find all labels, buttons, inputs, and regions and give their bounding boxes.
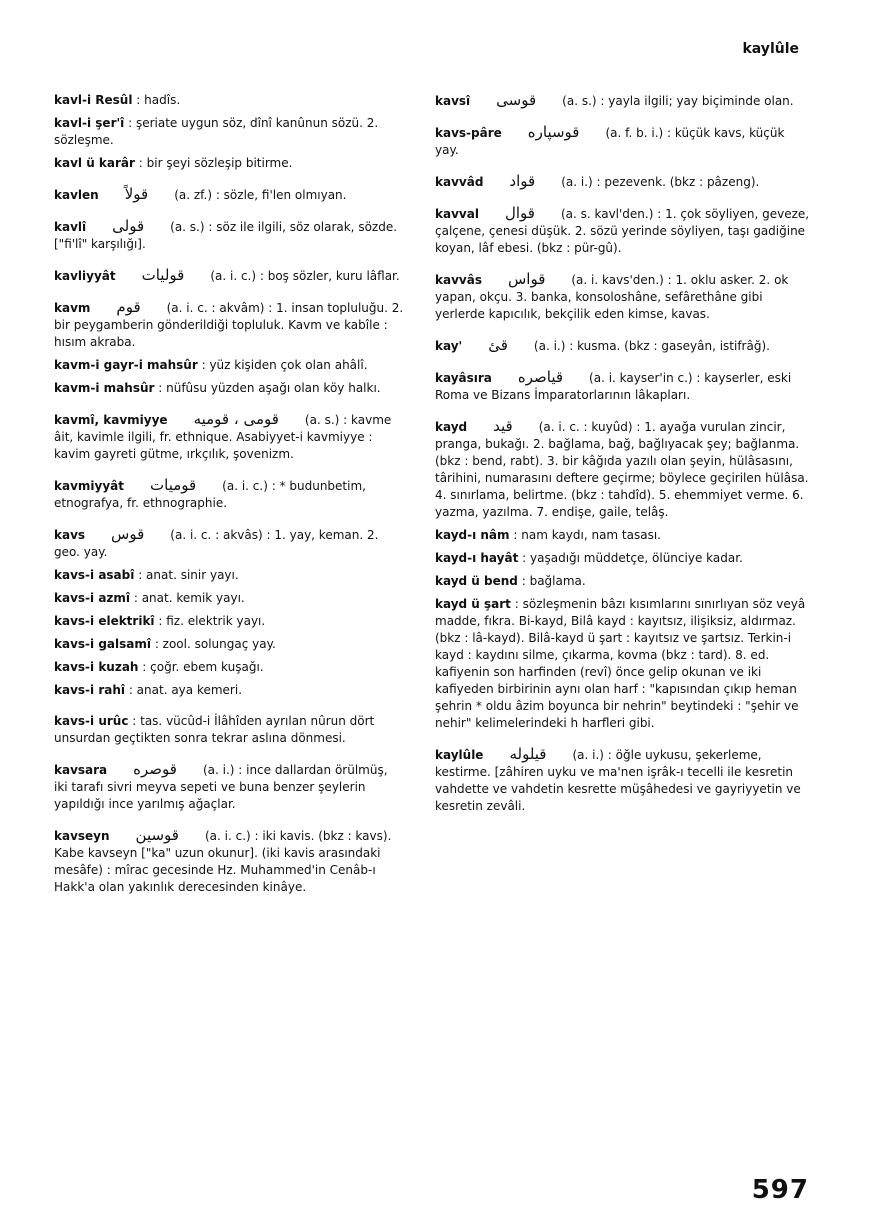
dictionary-entry (54, 761, 404, 813)
headword: kavlen (54, 188, 99, 202)
headword: kavm (54, 301, 91, 315)
definition: (a. i. c.) : boş sözler, kuru lâflar. (210, 269, 400, 283)
arabic-script: قولاً (124, 185, 149, 203)
arabic-script: قوسى (496, 91, 537, 109)
headword: kavl-i şer'î (54, 116, 125, 130)
headword: kavm-i mahsûr (54, 381, 155, 395)
dictionary-entry (54, 218, 404, 253)
dictionary-entry (54, 613, 404, 630)
headword: kavl ü karâr (54, 156, 135, 170)
headword: kayd-ı nâm (435, 528, 510, 542)
headword: kavs-i rahî (54, 683, 125, 697)
definition: : şeriate uygun söz, dînî kanûnun sözü. 2. sözleşme. (54, 116, 379, 147)
definition: : nam kaydı, nam tasası. (513, 528, 661, 542)
headword: kavl-i Resûl (54, 93, 133, 107)
definition: (a. i.) : kusma. (bkz : gaseyân, istifrâğ). (533, 339, 770, 353)
arabic-script: قئ (488, 336, 508, 354)
dictionary-entry (54, 357, 404, 374)
headword: kavlî (54, 220, 87, 234)
definition: : hadîs. (136, 93, 181, 107)
dictionary-entry (54, 380, 404, 397)
arabic-script: قوم (116, 298, 141, 316)
headword: kayâsıra (435, 371, 492, 385)
arabic-script: قوميات (150, 476, 197, 494)
dictionary-entry (435, 271, 810, 323)
headword: kayd-ı hayât (435, 551, 519, 565)
definition: : çoğr. ebem kuşağı. (142, 660, 264, 674)
arabic-script: قوسين (135, 826, 179, 844)
dictionary-entry (54, 526, 404, 561)
headword: kavs-pâre (435, 126, 502, 140)
dictionary-entry (435, 573, 810, 590)
dictionary-entry (54, 590, 404, 607)
running-header: kaylûle (742, 41, 799, 57)
dictionary-entry (54, 115, 404, 149)
headword: kavsî (435, 94, 471, 108)
headword: kavvâs (435, 273, 482, 287)
definition: (a. i. c.) : iki kavis. (bkz : kavs). Kabe kavseyn ["ka" uzun okunur]. (iki kavis arasındaki mesâfe) : mîrac gecesinde Hz. Muhammed'in Cenâb-ı Hakk'a olan yakınlık derecesinden kinâye. (54, 829, 392, 894)
dictionary-entry (54, 567, 404, 584)
dictionary-entry (54, 477, 404, 512)
arabic-script: قيد (493, 417, 513, 435)
page-number: 597 (751, 1175, 809, 1205)
definition: (a. s.) : söz ile ilgili, söz olarak, sözde. ["fi'lî" karşılığı]. (54, 220, 398, 251)
definition: (a. zf.) : sözle, fi'len olmıyan. (174, 188, 347, 202)
dictionary-entry (54, 267, 404, 285)
dictionary-entry (435, 337, 810, 355)
headword: kavmiyyât (54, 479, 124, 493)
headword: kayd (435, 420, 468, 434)
arabic-script: قومى ، قوميه (193, 410, 279, 428)
headword: kavs (54, 528, 86, 542)
dictionary-entry (435, 550, 810, 567)
dictionary-entry (435, 418, 810, 521)
arabic-script: قوسپاره (527, 123, 580, 141)
headword: kavval (435, 207, 479, 221)
definition: : yüz kişiden çok olan ahâlî. (201, 358, 368, 372)
headword: kayd ü şart (435, 597, 511, 611)
definition: (a. i. c. : akvâm) : 1. insan topluluğu. 2. bir peygamberin gönderildiği topluluk. Kavm ve kabîle : hısım akraba. (54, 301, 404, 349)
dictionary-entry (54, 92, 404, 109)
definition: : bir şeyi sözleşip bitirme. (138, 156, 293, 170)
dictionary-entry (435, 92, 810, 110)
definition: : zool. solungaç yay. (154, 637, 276, 651)
definition: (a. i.) : pezevenk. (bkz : pâzeng). (561, 175, 760, 189)
dictionary-entry (435, 173, 810, 191)
arabic-script: قيلوله (509, 745, 547, 763)
left-column (54, 92, 404, 902)
dictionary-entry (54, 713, 404, 747)
dictionary-entry (54, 155, 404, 172)
dictionary-entry (435, 527, 810, 544)
dictionary-entry (54, 299, 404, 351)
definition: : bağlama. (521, 574, 586, 588)
headword: kavsara (54, 763, 108, 777)
headword: kavs-i urûc (54, 714, 129, 728)
headword: kay' (435, 339, 463, 353)
headword: kavmî, kavmiyye (54, 413, 168, 427)
dictionary-entry (54, 186, 404, 204)
arabic-script: قياصره (517, 368, 564, 386)
headword: kayd ü bend (435, 574, 518, 588)
headword: kavm-i gayr-i mahsûr (54, 358, 198, 372)
definition: (a. s. kavl'den.) : 1. çok söyliyen, geveze, çalçene, çenesi düşük. 2. sözü yerinde söyliyen, taşı gadiğine koyan, lâf ebesi. (bkz : pür-gû). (435, 207, 810, 255)
dictionary-entry (54, 636, 404, 653)
dictionary-entry (54, 659, 404, 676)
definition: : anat. aya kemeri. (128, 683, 243, 697)
definition: : sözleşmenin bâzı kısımlarını sınırlıyan söz veyâ madde, fıkra. Bi-kayd, Bilâ kayd : kayıtsız, ilişiksiz, aldırmaz. (bkz : lâ-kayd). Bilâ-kayd ü şart : kayıtsız ve şartsız. Terkin-i kayd : kaydını silme, çıkarma, kovma (bkz : tard). 8. ed. kafiyenin son harfinden (revî) önce gelip okunan ve iki kafiyeden birbirinin aynı olan harf : "kapısından çıkıp heman şehrin * oldu âzim boyunca bir nehrin" beytindeki : "şehir ve nehir" kelimelerindeki h harfleri gibi. (435, 597, 806, 730)
arabic-script: قوال (504, 204, 535, 222)
definition: (a. f. b. i.) : küçük kavs, küçük yay. (435, 126, 785, 157)
headword: kavs-i kuzah (54, 660, 139, 674)
arabic-script: قواد (509, 172, 536, 190)
definition: : fiz. elektrik yayı. (158, 614, 266, 628)
definition: : nüfûsu yüzden aşağı olan köy halkı. (158, 381, 381, 395)
definition: : yaşadığı müddetçe, ölünciye kadar. (522, 551, 743, 565)
definition: (a. s.) : yayla ilgili; yay biçiminde olan. (562, 94, 794, 108)
headword: kavs-i asabî (54, 568, 135, 582)
right-column (435, 92, 810, 821)
definition: (a. i.) : ince dallardan örülmüş, iki tarafı sivri meyva sepeti ve buna benzer şeylerin yapıldığı ince yarılmış ağaçlar. (54, 763, 388, 811)
definition: (a. i. c.) : * budunbetim, etnografya, fr. ethnographie. (54, 479, 366, 510)
dictionary-entry (435, 596, 810, 732)
dictionary-entry (435, 124, 810, 159)
dictionary-entry (54, 827, 404, 896)
headword: kavs-i galsamî (54, 637, 151, 651)
definition: (a. i. c. : kuyûd) : 1. ayağa vurulan zincir, pranga, bukağı. 2. bağlama, bağ, bağlıyacak şey; bağlanma. (bkz : bend, rabt). 3. bir kâğıda yazılı olan şeyin, hülâsasını, târihini, numarasını deftere geçirme; böylece geçirilen hülâsa. 4. sınırlama, belirtme. (bkz : tahdîd). 5. ehemmiyet verme. 6. yazma, yazılma. 7. endişe, gaile, telâş. (435, 420, 809, 519)
definition: (a. i.) : öğle uykusu, şekerleme, kestirme. [zâhiren uyku ve ma'nen işrâk-ı tecelli ile kesretin vahdette ve vahdetin kesrette müşâhedesi ve gayriyyetin ve kesretin zevâli. (435, 748, 801, 813)
dictionary-entry (435, 746, 810, 815)
definition: (a. i. c. : akvâs) : 1. yay, keman. 2. geo. yay. (54, 528, 379, 559)
headword: kaylûle (435, 748, 484, 762)
arabic-script: قوس (111, 525, 145, 543)
headword: kavliyyât (54, 269, 116, 283)
arabic-script: قواس (507, 270, 546, 288)
headword: kavs-i elektrikî (54, 614, 155, 628)
dictionary-entry (435, 205, 810, 257)
definition: (a. i. kavs'den.) : 1. oklu asker. 2. ok yapan, okçu. 3. banka, konsoloshâne, sefârethâne gibi yerlerde kapıcılık, bekçilik eden kimse, kavas. (435, 273, 789, 321)
definition: (a. i. kayser'in c.) : kayserler, eski Roma ve Bizans İmparatorlarının lâkapları. (435, 371, 792, 402)
arabic-script: قوليات (141, 266, 185, 284)
definition: : anat. sinir yayı. (138, 568, 239, 582)
headword: kavvâd (435, 175, 484, 189)
arabic-script: قولى (112, 217, 145, 235)
definition: (a. s.) : kavme âit, kavimle ilgili, fr. ethnique. Asabiyyet-i kavmiyye : kavim gayreti gütme, ırkçılık, şovenizm. (54, 413, 392, 461)
headword: kavs-i azmî (54, 591, 131, 605)
dictionary-entry (54, 682, 404, 699)
definition: : anat. kemik yayı. (133, 591, 245, 605)
definition: : tas. vücûd-i İlâhîden ayrılan nûrun dört unsurdan geçtikten sonra tekrar aslına dönmesi. (54, 714, 375, 745)
dictionary-entry (54, 411, 404, 463)
dictionary-entry (435, 369, 810, 404)
headword: kavseyn (54, 829, 110, 843)
arabic-script: قوصره (133, 760, 177, 778)
